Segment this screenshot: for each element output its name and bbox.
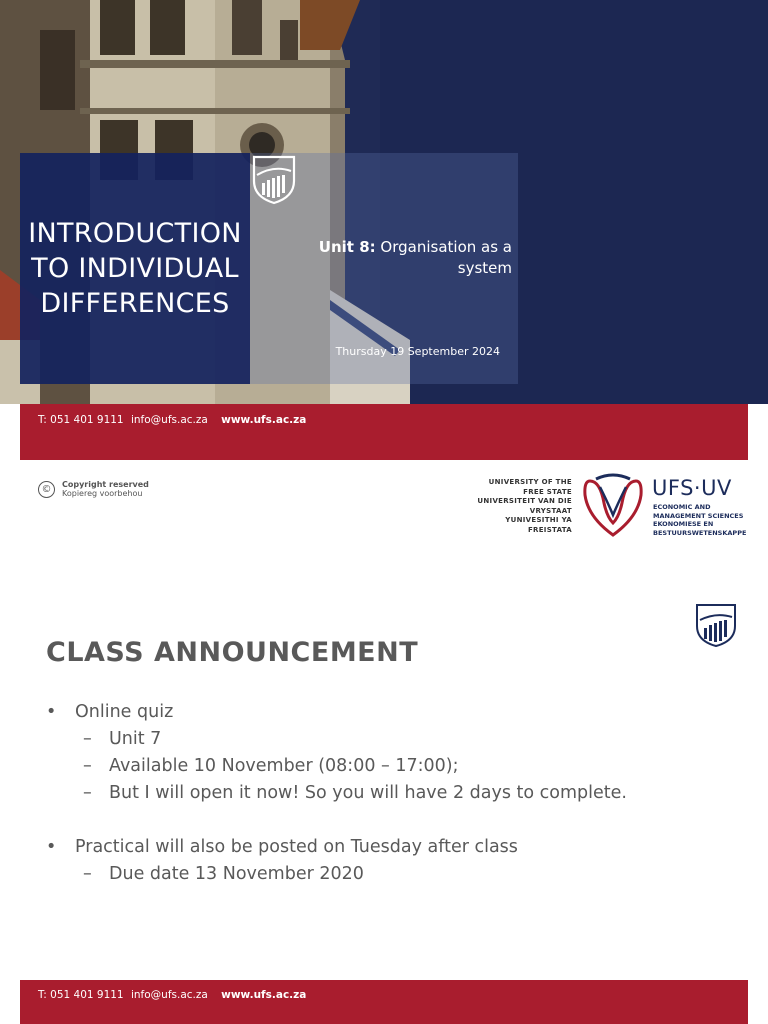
sub-bullet: – Unit 7: [46, 726, 627, 753]
contact-info: [38, 414, 310, 426]
copyright-line-2: Kopiereg voorbehou: [62, 489, 143, 498]
unit-title: Organisation as a system: [380, 238, 512, 277]
contact-info: [38, 989, 310, 1001]
hero-photo: [0, 0, 768, 404]
slide-title: CLASS ANNOUNCEMENT: [46, 637, 419, 668]
unit-heading: [272, 237, 512, 279]
contact-phone: T: 051 401 9111: [38, 989, 124, 1001]
copyright-notice: [38, 480, 149, 498]
ufs-wordmark: UFS·UV: [652, 476, 732, 500]
unit-panel: [250, 153, 518, 384]
presentation-date: Thursday 19 September 2024: [335, 345, 500, 358]
ufs-shield-icon: [250, 153, 298, 205]
sub-bullet: – Due date 13 November 2020: [46, 861, 627, 888]
sub-bullet: – But I will open it now! So you will have 2 days to complete.: [46, 780, 627, 807]
announcement-slide: [0, 582, 768, 1024]
contact-email[interactable]: info@ufs.ac.za: [130, 414, 208, 426]
university-names: UNIVERSITY OF THE FREE STATE UNIVERSITEIT VAN DIE VRYSTAAT YUNIVESITHI YA FREISTATA: [477, 478, 572, 534]
bullet-online-quiz: • Online quiz: [46, 699, 627, 726]
sub-bullet: – Available 10 November (08:00 – 17:00);: [46, 753, 627, 780]
unit-label: Unit 8:: [318, 238, 376, 256]
faculty-name: ECONOMIC AND MANAGEMENT SCIENCES EKONOMIESE EN BESTUURSWETENSKAPPE: [653, 503, 747, 537]
contact-band: [20, 404, 748, 460]
contact-phone: T: 051 401 9111: [38, 414, 124, 426]
contact-band: [20, 980, 748, 1024]
copyright-icon: ©: [38, 481, 55, 498]
bullet-practical: • Practical will also be posted on Tuesday after class: [46, 834, 627, 861]
contact-email[interactable]: info@ufs.ac.za: [130, 989, 208, 1001]
title-panel: [20, 153, 250, 384]
contact-website[interactable]: www.ufs.ac.za: [221, 989, 307, 1001]
copyright-line-1: Copyright reserved: [62, 480, 149, 489]
ufs-shield-icon: [694, 602, 738, 648]
presentation-title: INTRODUCTION TO INDIVIDUAL DIFFERENCES: [28, 218, 242, 319]
contact-website[interactable]: www.ufs.ac.za: [221, 414, 307, 426]
ufs-heart-logo-icon: [582, 473, 644, 539]
announcement-list: [46, 699, 627, 888]
